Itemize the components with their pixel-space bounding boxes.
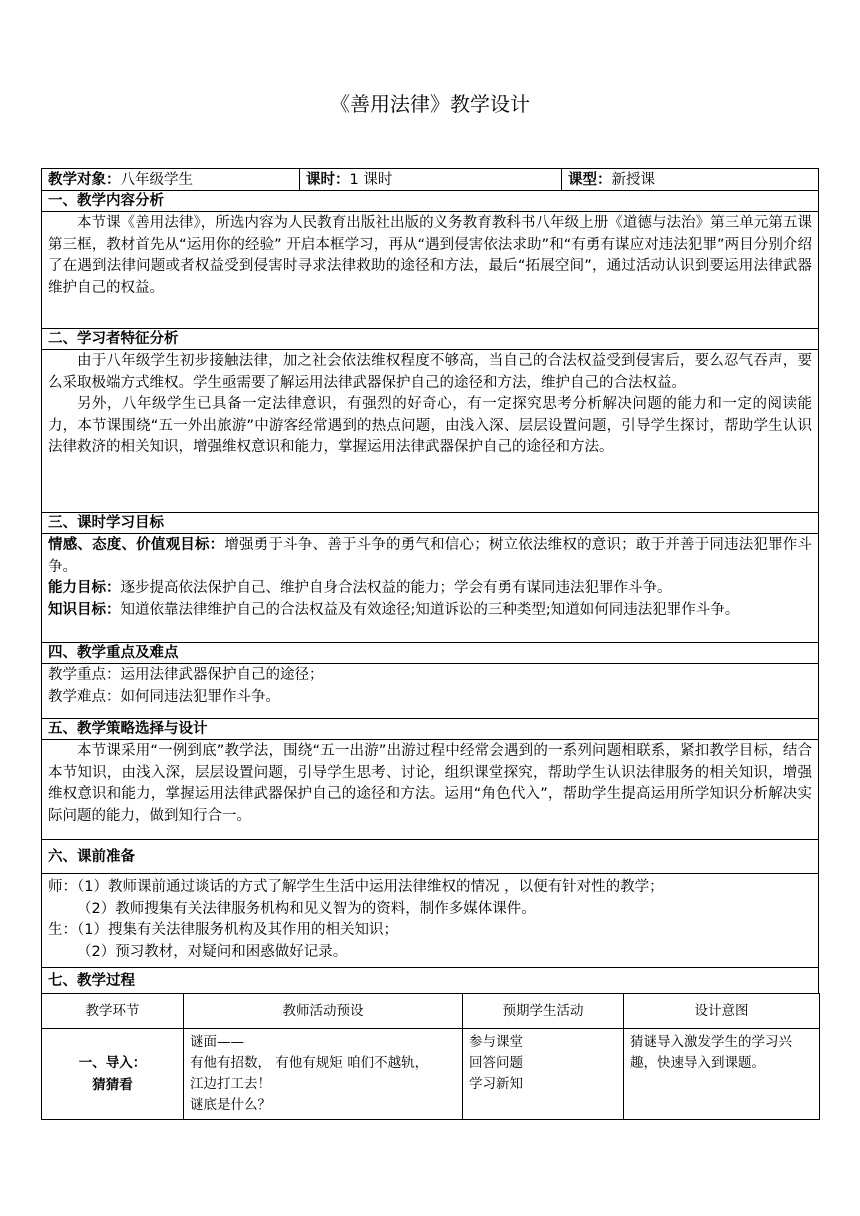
student-line: 回答问题: [469, 1055, 523, 1071]
process-table-header: [42, 994, 820, 1029]
section2-body: [41, 349, 819, 512]
teacher-activity-cell: [184, 1029, 463, 1120]
goal-ability-text: 逐步提高依法保护自己、维护自身合法权益的能力；学会有勇有谋同违法犯罪作斗争。: [120, 580, 672, 596]
hours-label: 课时：: [306, 172, 350, 188]
goal-knowledge-label: 知识目标：: [48, 601, 121, 618]
stage-cell: [42, 1029, 184, 1120]
hours-cell: [300, 169, 562, 190]
section3-heading: 三、课时学习目标: [41, 512, 819, 533]
teacher-line: 有他有招数， 有他有规矩 咱们不越轨，: [190, 1055, 429, 1071]
key-point: 教学重点：运用法律武器保护自己的途径；: [48, 667, 324, 683]
audience-label: 教学对象：: [48, 172, 121, 188]
section5-body: [41, 739, 819, 839]
goal-emotion-label: 情感、态度、价值观目标：: [48, 537, 225, 553]
prep-teacher-2: （2）教师搜集有关法律服务机构和见义智为的资料，制作多媒体课件。: [77, 900, 536, 917]
col-header-student: 预期学生活动: [463, 994, 624, 1029]
section6-heading: 六、课前准备: [41, 839, 819, 873]
section2-heading: 二、学习者特征分析: [41, 328, 819, 349]
section2-paragraph-2: 另外，八年级学生已具备一定法律意识，有强烈的好奇心，有一定探究思考分析解决问题的能力和一定的阅读能力，本节课围绕“五一外出旅游”中游客经常遇到的热点问题，由浅入深、层层设置问题，引导学生探讨，帮助学生认识法律救济的相关知识，增强维权意识和能力，掌握运用法律武器保护自己的途径和方法。: [48, 396, 812, 455]
section7-heading: 七、教学过程: [41, 967, 819, 993]
teacher-line: 谜底是什么？: [190, 1097, 271, 1113]
goal-knowledge-text: 知道依靠法律维护自己的合法权益及有效途径;知道诉讼的三种类型;知道如何同违法犯罪作斗争。: [120, 601, 740, 618]
section1-heading: 一、教学内容分析: [41, 190, 819, 211]
process-table: [41, 993, 820, 1120]
design-intent-cell: 猜谜导入激发学生的学习兴趣，快速导入到课题。: [624, 1029, 820, 1120]
section2-paragraph-1: 由于八年级学生初步接触法律，加之社会依法维权程度不够高，当自己的合法权益受到侵害后，要么忍气吞声，要么采取极端方式维权。学生亟需要了解运用法律武器保护自己的途径和方法，维护自己的合法权益。: [48, 353, 812, 391]
student-activity-cell: [463, 1029, 624, 1120]
prep-student-1: 生：（1）搜集有关法律服务机构及其作用的相关知识；: [48, 922, 398, 938]
student-line: 参与课堂: [469, 1034, 523, 1050]
type-label: 课型：: [568, 172, 612, 188]
student-line: 学习新知: [469, 1076, 523, 1092]
lesson-plan-document: [41, 168, 819, 1120]
goal-knowledge: [48, 600, 812, 622]
audience-value: 八年级学生: [120, 172, 193, 188]
prep-teacher-1: 师：（1）教师课前通过谈话的方式了解学生生活中运用法律维权的情况 ，以便有针对性的教学；: [48, 879, 664, 895]
teacher-line: 谜面——: [190, 1034, 244, 1050]
section1-body: [41, 211, 819, 328]
goal-emotion-text: 增强勇于斗争、善于斗争的勇气和信心；树立依法维权的意识；敢于并善于同违法犯罪作斗争。: [48, 537, 813, 575]
goal-emotion: [48, 535, 812, 578]
section3-body: [41, 533, 819, 642]
section4-heading: 四、教学重点及难点: [41, 642, 819, 663]
table-row: [42, 1029, 820, 1120]
stage-line-1: 一、导入：: [78, 1055, 147, 1071]
prep-student-2: （2）预习教材，对疑问和困惑做好记录。: [77, 943, 348, 960]
page-title: 《善用法律》教学设计: [330, 92, 530, 116]
section5-paragraph: 本节课采用“一例到底”教学法，围绕“五一出游”出游过程中经常会遇到的一系列问题相联系，紧扣教学目标，结合本节知识，由浅入深，层层设置问题，引导学生思考、讨论，组织课堂探究，帮助学生认识法律服务的相关知识，增强维权意识和能力，掌握运用法律武器保护自己的途径和方法。运用“角色代入”，帮助学生提高运用所学知识分析解决实际问题的能力，做到知行合一。: [48, 743, 812, 824]
type-value: 新授课: [611, 172, 655, 188]
type-cell: [562, 169, 818, 190]
col-header-stage: 教学环节: [42, 994, 184, 1029]
difficult-point: 教学难点：如何同违法犯罪作斗争。: [48, 688, 280, 705]
col-header-intent: 设计意图: [624, 994, 820, 1029]
hours-value: 1 课时: [349, 172, 393, 188]
section5-heading: 五、教学策略选择与设计: [41, 718, 819, 739]
section1-paragraph: 本节课《善用法律》，所选内容为人民教育出版社出版的义务教育教科书八年级上册《道德与法治》第三单元第五课第三框，教材首先从“运用你的经验” 开启本框学习，再从“遇到侵害依法求助”和“有勇有谋应对违法犯罪”两目分别介绍了在遇到法律问题或者权益受到侵害时寻求法律救助的途径和方法，最后“拓展空间”，通过活动认识到要运用法律武器维护自己的权益。: [48, 215, 812, 296]
stage-line-2: 猜猜看: [92, 1077, 133, 1093]
goal-ability-label: 能力目标：: [48, 580, 121, 596]
audience-cell: [42, 169, 300, 190]
teacher-line: 江边打工去！: [190, 1076, 271, 1092]
goal-ability: [48, 578, 812, 600]
col-header-teacher: 教师活动预设: [184, 994, 463, 1029]
section4-body: [41, 663, 819, 718]
section6-body: [41, 873, 819, 967]
info-row: [41, 168, 819, 190]
